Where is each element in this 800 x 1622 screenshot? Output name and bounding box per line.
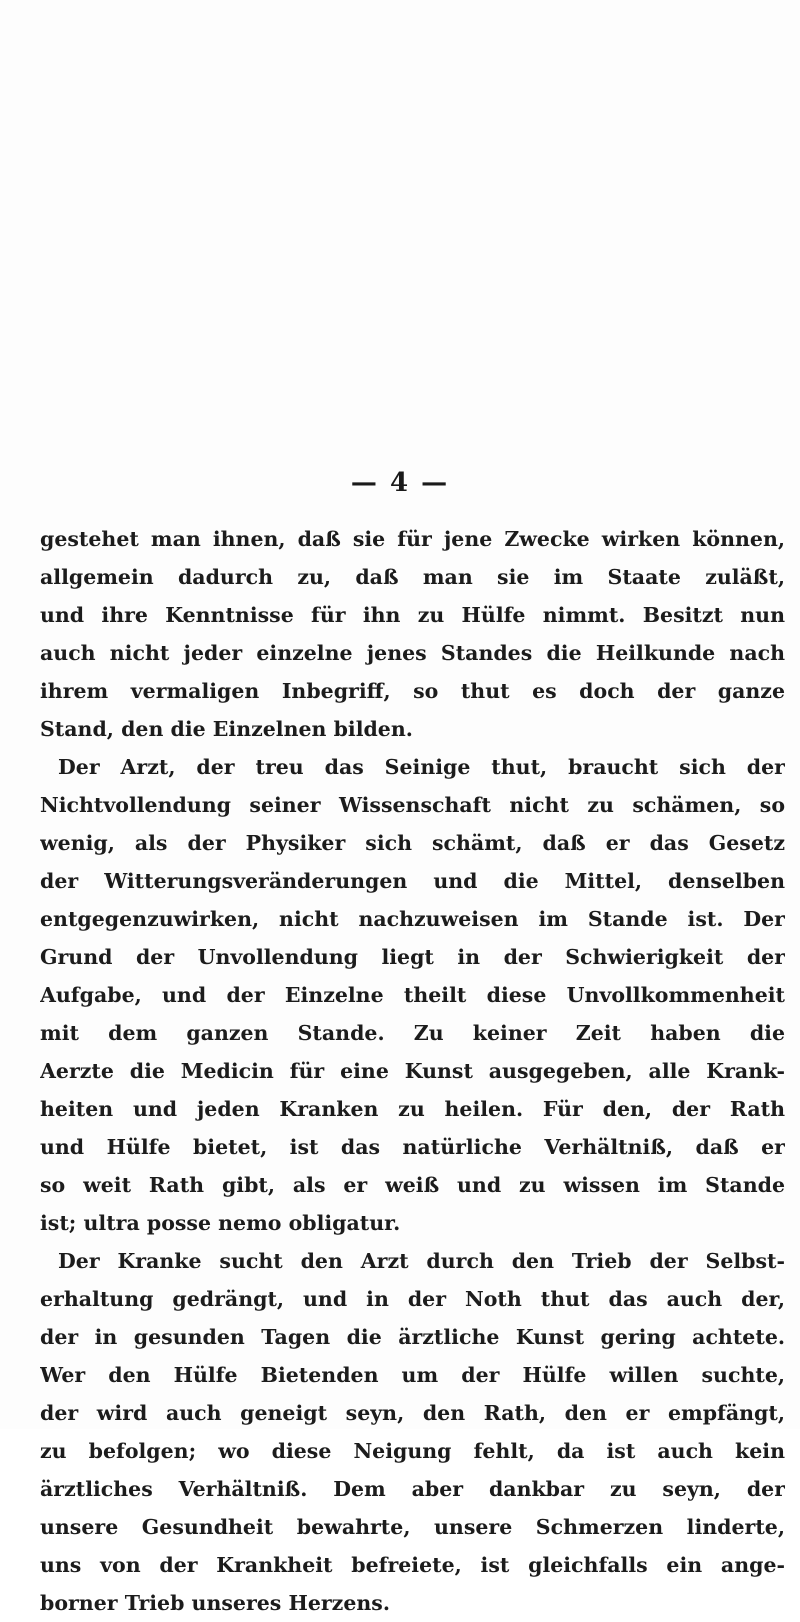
text-line: der wird auch geneigt seyn, den Rath, den er empfängt, bbox=[40, 1401, 785, 1425]
text-line: der in gesunden Tagen die ärztliche Kunst gering achtete. bbox=[40, 1325, 785, 1349]
text-line: ärztliches Verhältniß. Dem aber dankbar zu seyn, der bbox=[40, 1477, 785, 1501]
text-line: und Hülfe bietet, ist das natürliche Verhältniß, daß er bbox=[40, 1135, 785, 1159]
text-line: zu befolgen; wo diese Neigung fehlt, da ist auch kein bbox=[40, 1439, 785, 1463]
text-line: gestehet man ihnen, daß sie für jene Zwecke wirken können, bbox=[40, 527, 785, 551]
text-line: heiten und jeden Kranken zu heilen. Für den, der Rath bbox=[40, 1097, 785, 1121]
text-line: mit dem ganzen Stande. Zu keiner Zeit haben die bbox=[40, 1021, 785, 1045]
text-line: und ihre Kenntnisse für ihn zu Hülfe nimmt. Besitzt nun bbox=[40, 603, 785, 627]
text-line: der Witterungsveränderungen und die Mittel, denselben bbox=[40, 869, 785, 893]
text-line: ihrem vermaligen Inbegriff, so thut es doch der ganze bbox=[40, 679, 785, 703]
text-line: entgegenzuwirken, nicht nachzuweisen im Stande ist. Der bbox=[40, 907, 785, 931]
page-number: — 4 — bbox=[350, 468, 450, 498]
body-text bbox=[40, 520, 785, 1622]
text-line: erhaltung gedrängt, und in der Noth thut das auch der, bbox=[40, 1287, 785, 1311]
text-line: Grund der Unvollendung liegt in der Schwierigkeit der bbox=[40, 945, 785, 969]
text-line: unsere Gesundheit bewahrte, unsere Schmerzen linderte, bbox=[40, 1515, 785, 1539]
text-line: borner Trieb unseres Herzens. bbox=[40, 1591, 390, 1615]
text-line: Der Kranke sucht den Arzt durch den Trieb der Selbst- bbox=[58, 1249, 785, 1273]
text-line: so weit Rath gibt, als er weiß und zu wissen im Stande bbox=[40, 1173, 785, 1197]
text-line: Nichtvollendung seiner Wissenschaft nicht zu schämen, so bbox=[40, 793, 785, 817]
text-line: Aufgabe, und der Einzelne theilt diese Unvollkommenheit bbox=[40, 983, 785, 1007]
text-line: wenig, als der Physiker sich schämt, daß er das Gesetz bbox=[40, 831, 785, 855]
text-line: Wer den Hülfe Bietenden um der Hülfe willen suchte, bbox=[40, 1363, 785, 1387]
text-line: uns von der Krankheit befreiete, ist gleichfalls ein ange- bbox=[40, 1553, 785, 1577]
text-line: Stand, den die Einzelnen bilden. bbox=[40, 717, 413, 741]
text-line: auch nicht jeder einzelne jenes Standes die Heilkunde nach bbox=[40, 641, 785, 665]
text-line: allgemein dadurch zu, daß man sie im Staate zuläßt, bbox=[40, 565, 785, 589]
text-line: Der Arzt, der treu das Seinige thut, braucht sich der bbox=[58, 755, 785, 779]
text-line: ist; ultra posse nemo obligatur. bbox=[40, 1211, 401, 1235]
text-line: Aerzte die Medicin für eine Kunst ausgegeben, alle Krank- bbox=[40, 1059, 785, 1083]
